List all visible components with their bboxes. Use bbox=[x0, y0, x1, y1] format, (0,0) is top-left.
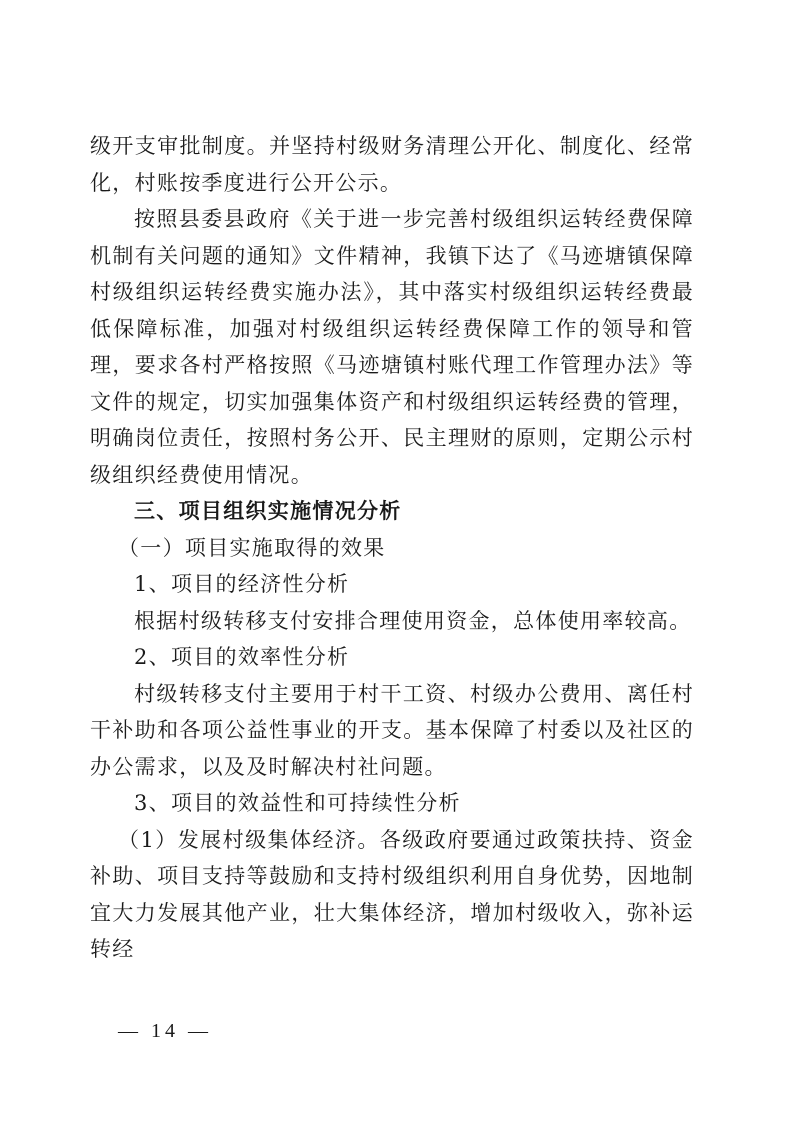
section-heading: 三、项目组织实施情况分析 bbox=[134, 499, 402, 523]
paragraph-economy: 根据村级转移支付安排合理使用资金，总体使用率较高。 bbox=[134, 608, 692, 633]
item-heading-efficiency: 2、项目的效率性分析 bbox=[134, 645, 350, 669]
item-heading-economy: 1、项目的经济性分析 bbox=[134, 572, 350, 596]
subsection-heading: （一）项目实施取得的效果 bbox=[118, 535, 386, 560]
paragraph-efficiency: 村级转移支付主要用于村干工资、村级办公费用、离任村干补助和各项公益性事业的开支。基本保障了村委以及社区的办公需求，以及及时解决村社问题。 bbox=[90, 681, 694, 779]
item-heading-sustainability: 3、项目的效益性和可持续性分析 bbox=[134, 791, 461, 815]
paragraph-notice: 按照县委县政府《关于进一步完善村级组织运转经费保障机制有关问题的通知》文件精神，我镇下达了《马迹塘镇保障村级组织运转经费实施办法》，其中落实村级组织运转经费最低保障标准，加强对村级组织运转经费保障工作的领导和管理，要求各村严格按照《马迹塘镇村账代理工作管理办法》等文件的规定，切实加强集体资产和村级组织运转经费的管理，明确岗位责任，按照村务公开、民主理财的原则，定期公示村级组织经费使用情况。 bbox=[90, 207, 694, 487]
document-body bbox=[90, 128, 694, 968]
paragraph-collective-economy: （1）发展村级集体经济。各级政府要通过政策扶持、资金补助、项目支持等鼓励和支持村级组织利用自身优势，因地制宜大力发展其他产业，壮大集体经济，增加村级收入，弥补运转经 bbox=[90, 827, 694, 961]
paragraph-continuation: 级开支审批制度。并坚持村级财务清理公开化、制度化、经常化，村账按季度进行公开公示。 bbox=[90, 134, 694, 195]
page-number: — 14 — bbox=[118, 1020, 212, 1042]
